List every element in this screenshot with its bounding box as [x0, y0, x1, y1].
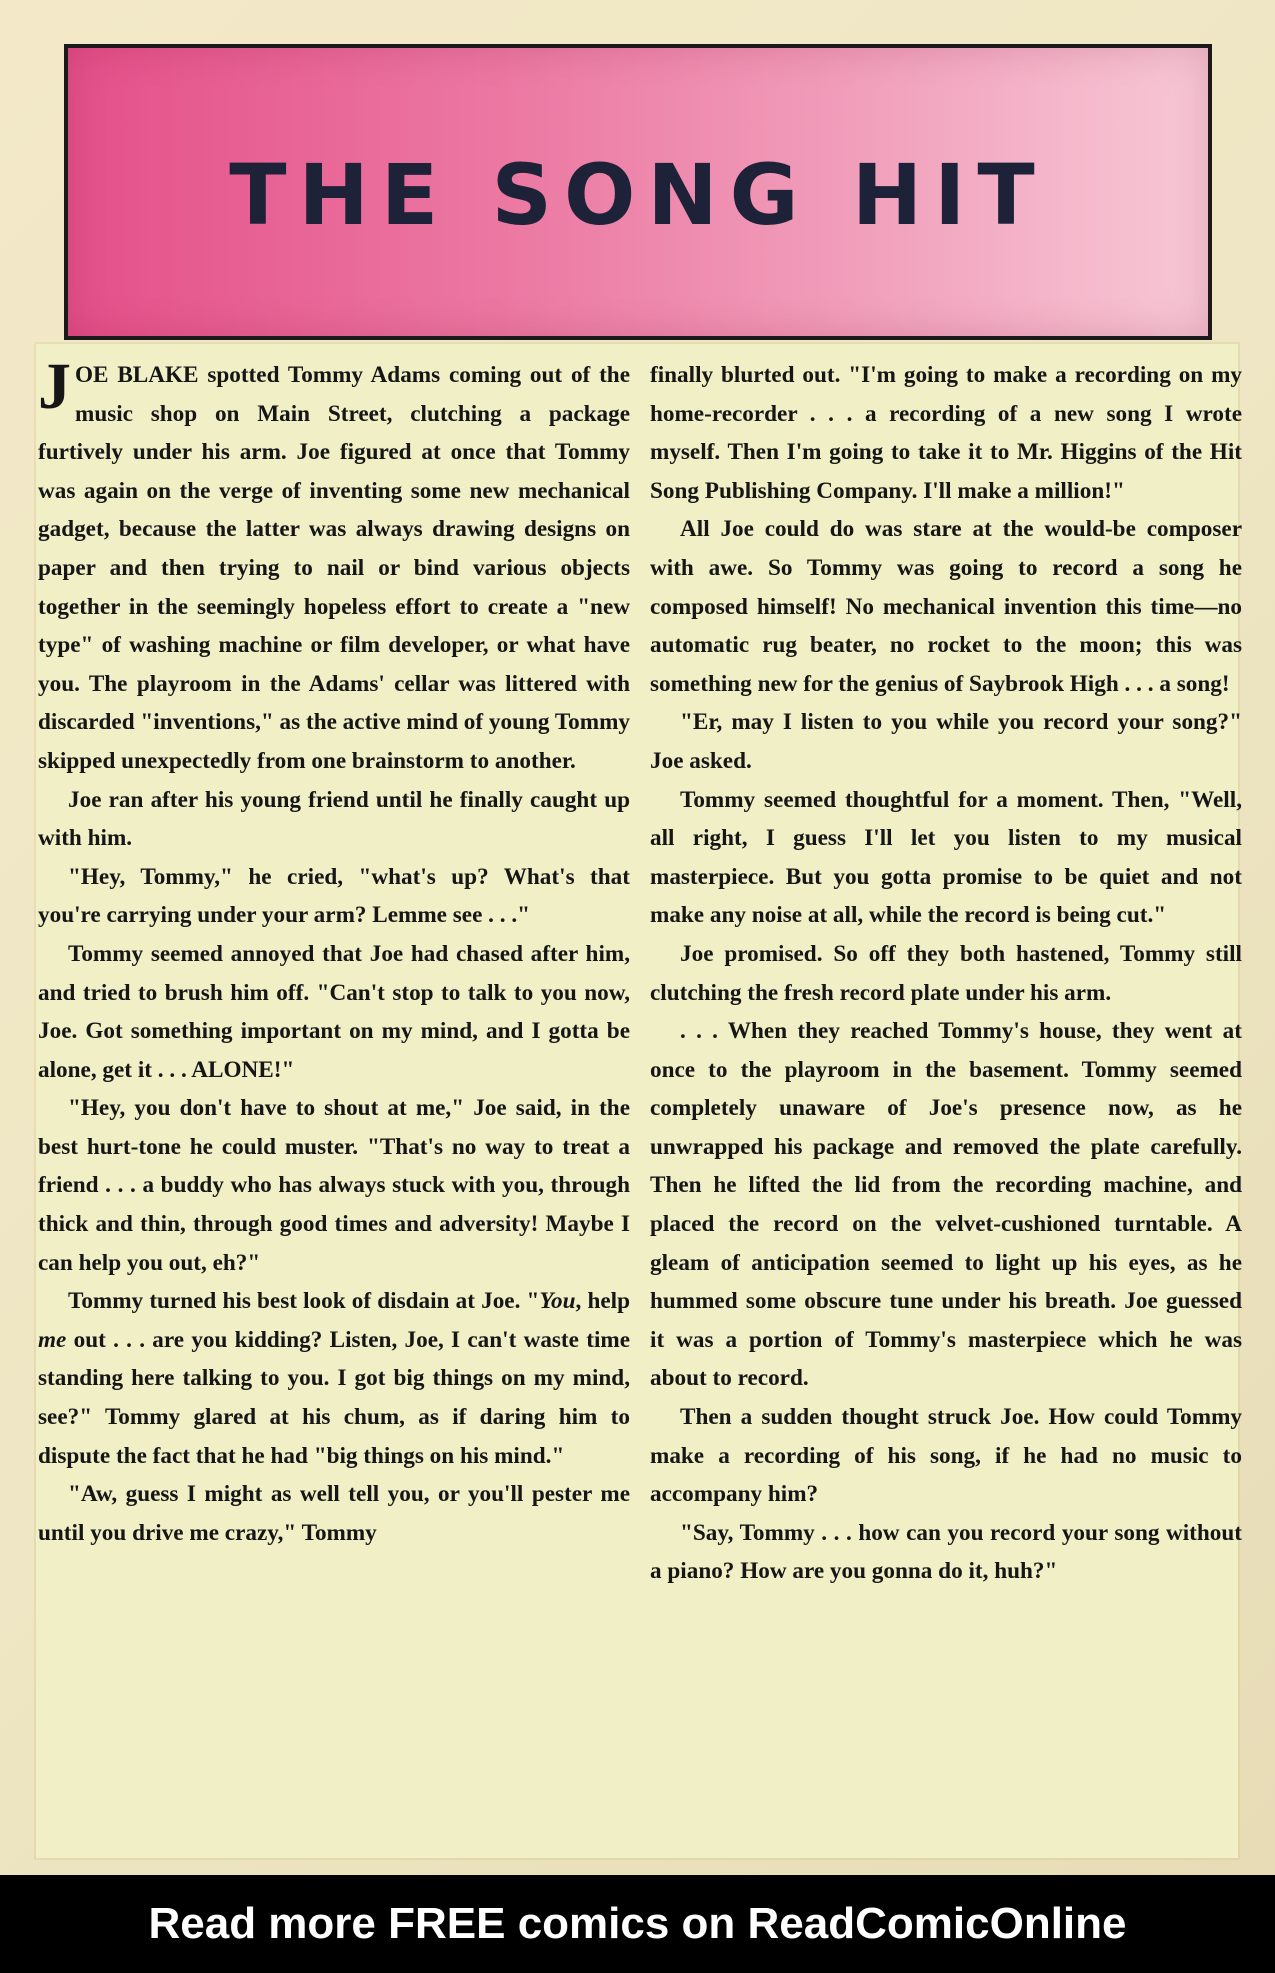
emphasis-me: me	[38, 1326, 67, 1353]
title-box	[64, 44, 1212, 340]
paragraph: Joe promised. So off they both hastened, Tommy still clutching the fresh record plate under his arm.	[650, 940, 1242, 1006]
paragraph: Tommy seemed annoyed that Joe had chased after him, and tried to brush him off. "Can't stop to talk to you now, Joe. Got something important on my mind, and I gotta be alone, get it . . . ALONE!"	[38, 940, 630, 1083]
promo-banner[interactable]	[0, 1875, 1275, 1973]
paragraph: "Hey, Tommy," he cried, "what's up? What's that you're carrying under your arm? Lemme see . . ."	[38, 863, 630, 929]
paragraph: finally blurted out. "I'm going to make a recording on my home-recorder . . . a recording of a new song I wrote myself. Then I'm going to take it to Mr. Higgins of the Hit Song Publishing Company. I'll make a million!"	[650, 362, 1242, 504]
paragraph: . . . When they reached Tommy's house, they went at once to the playroom in the basement. Tommy seemed completely unaware of Joe's presence now, as he unwrapped his package and removed the plate carefully. Then he lifted the lid from the recording machine, and placed the record on the velvet-cushioned turntable. A gleam of anticipation seemed to light up his eyes, as he hummed some obscure tune under his breath. Joe guessed it was a portion of Tommy's masterpiece which he was about to record.	[650, 1018, 1242, 1392]
paragraph: "Er, may I listen to you while you record your song?" Joe asked.	[650, 709, 1242, 774]
paragraph: "Aw, guess I might as well tell you, or you'll pester me until you drive me crazy," Tommy	[38, 1481, 630, 1546]
right-column	[650, 356, 1242, 1591]
drop-cap: J	[38, 350, 71, 423]
paragraph: Tommy turned his best look of disdain at Joe. "You, help me out . . . are you kidding? Listen, Joe, I can't waste time standing here talking to you. I got big things on my mind, see?" Tommy glared at his chum, as if daring him to dispute the fact that he had "big things on his mind."	[38, 1288, 631, 1469]
paragraph: All Joe could do was stare at the would-be composer with awe. So Tommy was going to record a song he composed himself! No mechanical invention this time—no automatic rug beater, no rocket to the moon; this was something new for the genius of Saybrook High . . . a song!	[650, 516, 1242, 697]
paragraph: JOE BLAKE spotted Tommy Adams coming out of the music shop on Main Street, clutching a package furtively under his arm. Joe figured at once that Tommy was again on the verge of inventing some new mechanical gadget, because the latter was always drawing designs on paper and then trying to nail or bind various objects together in the seemingly hopeless effort to create a "new type" of washing machine or film developer, or what have you. The playroom in the Adams' cellar was littered with discarded "inventions," as the active mind of young Tommy skipped unexpectedly from one brainstorm to another.	[38, 350, 630, 774]
paragraph: "Hey, you don't have to shout at me," Joe said, in the best hurt-tone he could muster. "That's no way to treat a friend . . . a buddy who has always stuck with you, through thick and thin, through good times and adversity! Maybe I can help you out, eh?"	[38, 1095, 630, 1276]
paragraph: Then a sudden thought struck Joe. How could Tommy make a recording of his song, if he had no music to accompany him?	[650, 1404, 1242, 1508]
paragraph: Joe ran after his young friend until he finally caught up with him.	[38, 786, 630, 852]
paragraph: Tommy seemed thoughtful for a moment. Then, "Well, all right, I guess I'll let you listen to my musical masterpiece. But you gotta promise to be quiet and not make any noise at all, while the record is being cut."	[650, 786, 1242, 929]
story-title: THE SONG HIT	[229, 146, 1047, 244]
emphasis-you: You	[539, 1288, 576, 1315]
promo-banner-text[interactable]: Read more FREE comics on ReadComicOnline	[148, 1899, 1127, 1948]
left-column	[38, 350, 631, 1552]
paragraph: "Say, Tommy . . . how can you record your song without a piano? How are you gonna do it, huh?"	[650, 1519, 1242, 1585]
